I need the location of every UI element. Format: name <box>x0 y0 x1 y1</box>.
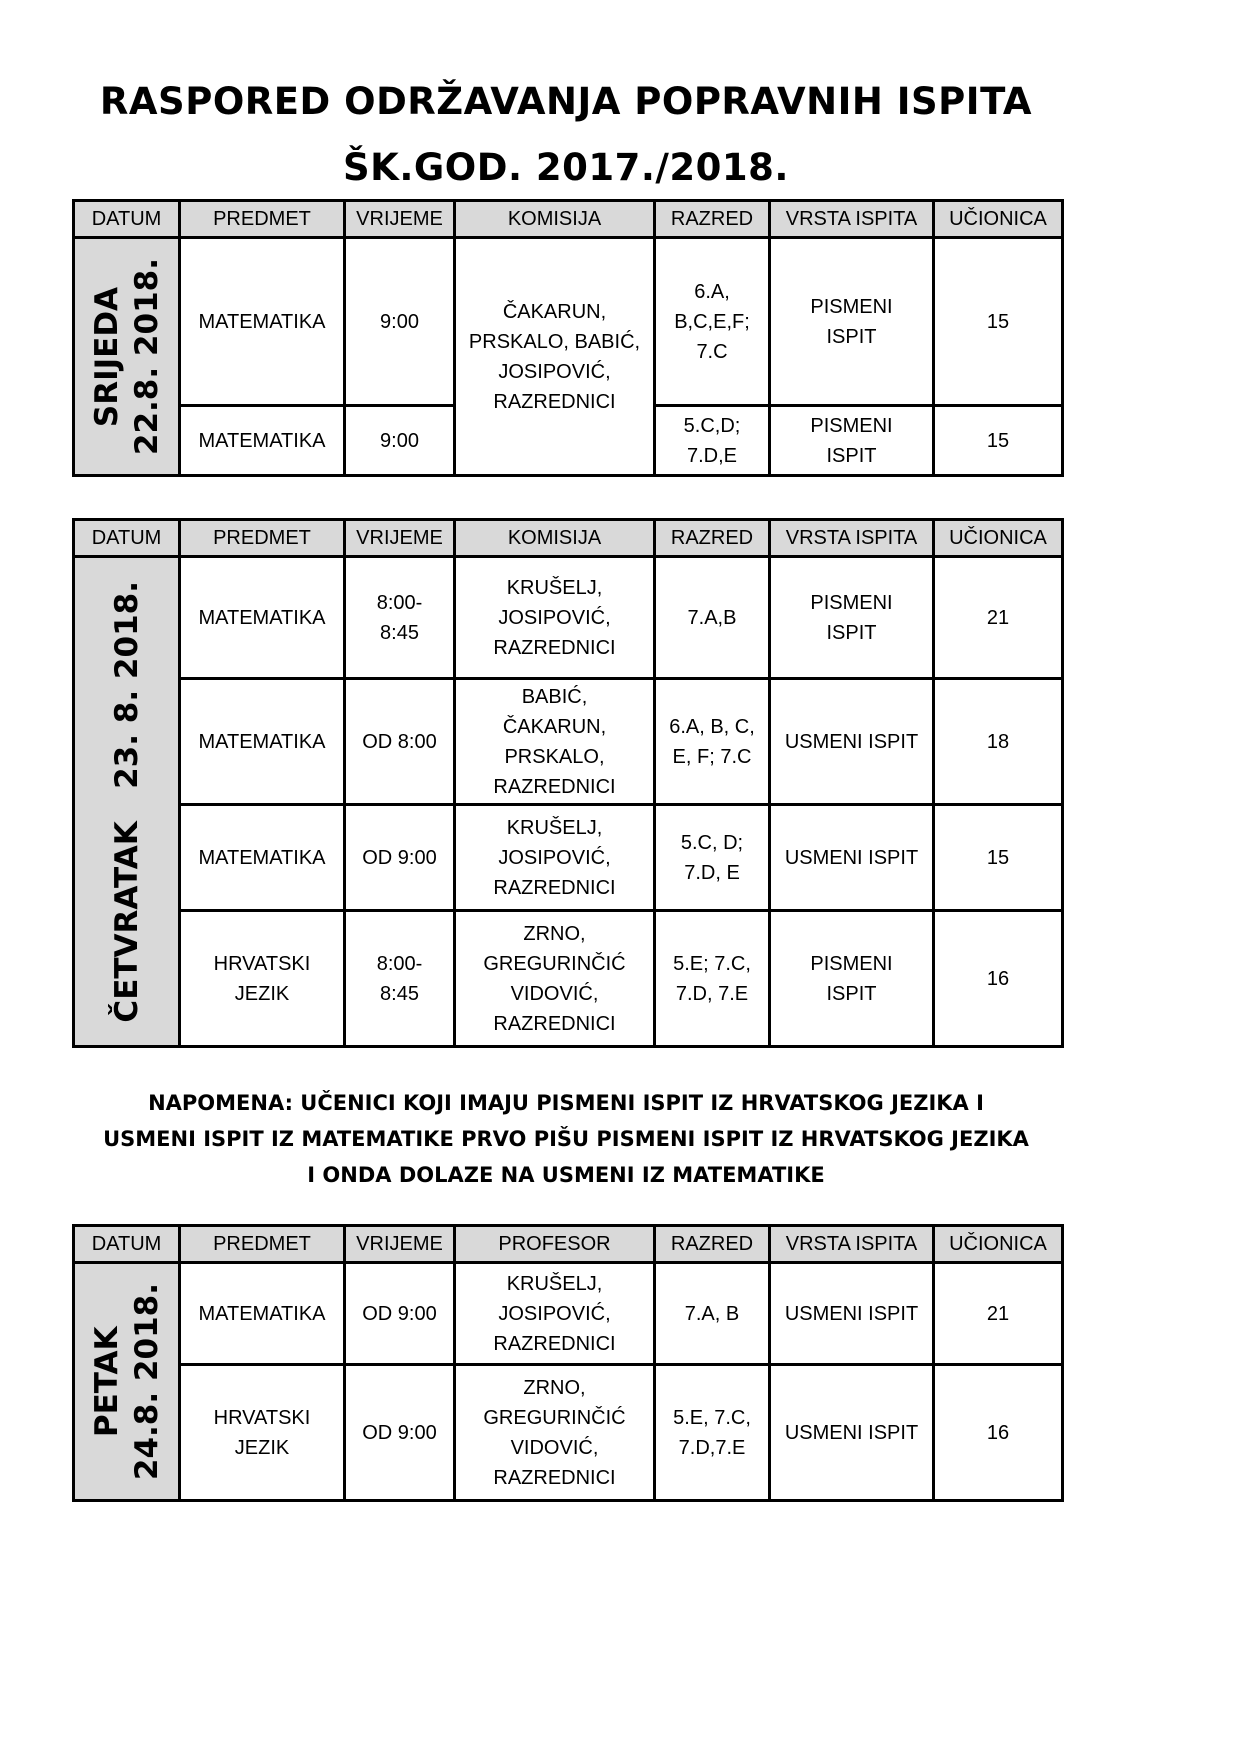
header-ucionica: UČIONICA <box>934 201 1063 238</box>
ucionica-cell: 18 <box>934 679 1063 805</box>
header-ucionica: UČIONICA <box>934 520 1063 557</box>
komisija-cell: ČAKARUN, PRSKALO, BABIĆ, JOSIPOVIĆ, RAZREDNICI <box>455 238 655 476</box>
note-line: I ONDA DOLAZE NA USMENI IZ MATEMATIKE <box>307 1163 825 1187</box>
table-row <box>74 911 1063 1047</box>
razred-cell: 5.E, 7.C, 7.D,7.E <box>655 1365 770 1501</box>
predmet-cell: MATEMATIKA <box>180 557 345 679</box>
vrijeme-cell: 9:00 <box>345 238 455 406</box>
ucionica-cell: 16 <box>934 1365 1063 1501</box>
header-predmet: PREDMET <box>180 201 345 238</box>
vrijeme-cell: OD 9:00 <box>345 1365 455 1501</box>
date-label <box>87 258 167 455</box>
header-vrijeme: VRIJEME <box>345 1226 455 1263</box>
predmet-cell: MATEMATIKA <box>180 679 345 805</box>
header-vrsta-ispita: VRSTA ISPITA <box>770 201 934 238</box>
ucionica-cell: 21 <box>934 557 1063 679</box>
table-row <box>74 679 1063 805</box>
table-header-row <box>74 520 1063 557</box>
date-label <box>87 1283 167 1480</box>
day-date: 22.8. 2018. <box>128 257 165 456</box>
razred-cell: 7.A, B <box>655 1263 770 1365</box>
komisija-cell: KRUŠELJ, JOSIPOVIĆ, RAZREDNICI <box>455 557 655 679</box>
ucionica-cell: 16 <box>934 911 1063 1047</box>
header-razred: RAZRED <box>655 520 770 557</box>
predmet-cell: HRVATSKI JEZIK <box>180 1365 345 1501</box>
schedule-table-wednesday <box>72 199 1064 477</box>
header-razred: RAZRED <box>655 1226 770 1263</box>
header-ucionica: UČIONICA <box>934 1226 1063 1263</box>
vrijeme-cell: 8:00- 8:45 <box>345 911 455 1047</box>
table-header-row <box>74 1226 1063 1263</box>
ucionica-cell: 15 <box>934 406 1063 476</box>
date-label: ČETVRATAK 23. 8. 2018. <box>108 580 145 1023</box>
vrsta-ispita-cell: USMENI ISPIT <box>770 1263 934 1365</box>
table-row <box>74 238 1063 406</box>
ucionica-cell: 15 <box>934 238 1063 406</box>
schedule-table-thursday <box>72 518 1064 1048</box>
vrsta-ispita-cell: PISMENI ISPIT <box>770 911 934 1047</box>
vrijeme-cell: 9:00 <box>345 406 455 476</box>
header-razred: RAZRED <box>655 201 770 238</box>
header-datum: DATUM <box>74 520 180 557</box>
header-vrijeme: VRIJEME <box>345 201 455 238</box>
date-cell <box>74 1263 180 1501</box>
predmet-cell: MATEMATIKA <box>180 238 345 406</box>
predmet-cell: MATEMATIKA <box>180 805 345 911</box>
vrijeme-cell: OD 8:00 <box>345 679 455 805</box>
header-komisija: KOMISIJA <box>455 520 655 557</box>
header-vrsta-ispita: VRSTA ISPITA <box>770 520 934 557</box>
komisija-cell: ZRNO, GREGURINČIĆ VIDOVIĆ, RAZREDNICI <box>455 911 655 1047</box>
komisija-cell: KRUŠELJ, JOSIPOVIĆ, RAZREDNICI <box>455 805 655 911</box>
profesor-cell: ZRNO, GREGURINČIĆ VIDOVIĆ, RAZREDNICI <box>455 1365 655 1501</box>
schedule-table-friday <box>72 1224 1064 1502</box>
note-text <box>60 1085 1072 1193</box>
predmet-cell: MATEMATIKA <box>180 1263 345 1365</box>
day-date: 24.8. 2018. <box>128 1282 165 1481</box>
header-profesor: PROFESOR <box>455 1226 655 1263</box>
vrsta-ispita-cell: USMENI ISPIT <box>770 805 934 911</box>
vrsta-ispita-cell: USMENI ISPIT <box>770 679 934 805</box>
header-datum: DATUM <box>74 1226 180 1263</box>
header-vrsta-ispita: VRSTA ISPITA <box>770 1226 934 1263</box>
date-cell <box>74 557 180 1047</box>
ucionica-cell: 15 <box>934 805 1063 911</box>
vrsta-ispita-cell: PISMENI ISPIT <box>770 406 934 476</box>
header-komisija: KOMISIJA <box>455 201 655 238</box>
predmet-cell: MATEMATIKA <box>180 406 345 476</box>
day-name: PETAK <box>88 1326 125 1437</box>
razred-cell: 6.A, B,C,E,F; 7.C <box>655 238 770 406</box>
razred-cell: 5.E; 7.C, 7.D, 7.E <box>655 911 770 1047</box>
table-row <box>74 557 1063 679</box>
table-row <box>74 805 1063 911</box>
date-cell <box>74 238 180 476</box>
predmet-cell: HRVATSKI JEZIK <box>180 911 345 1047</box>
vrijeme-cell: OD 9:00 <box>345 1263 455 1365</box>
razred-cell: 5.C, D; 7.D, E <box>655 805 770 911</box>
vrsta-ispita-cell: PISMENI ISPIT <box>770 557 934 679</box>
note-line: USMENI ISPIT IZ MATEMATIKE PRVO PIŠU PISMENI ISPIT IZ HRVATSKOG JEZIKA <box>103 1127 1029 1151</box>
razred-cell: 6.A, B, C, E, F; 7.C <box>655 679 770 805</box>
header-datum: DATUM <box>74 201 180 238</box>
profesor-cell: KRUŠELJ, JOSIPOVIĆ, RAZREDNICI <box>455 1263 655 1365</box>
table-row <box>74 1365 1063 1501</box>
razred-cell: 5.C,D; 7.D,E <box>655 406 770 476</box>
day-name: SRIJEDA <box>88 286 125 427</box>
page-title: RASPORED ODRŽAVANJA POPRAVNIH ISPITA <box>99 80 1033 123</box>
header-predmet: PREDMET <box>180 520 345 557</box>
razred-cell: 7.A,B <box>655 557 770 679</box>
komisija-cell: BABIĆ, ČAKARUN, PRSKALO, RAZREDNICI <box>455 679 655 805</box>
ucionica-cell: 21 <box>934 1263 1063 1365</box>
vrsta-ispita-cell: USMENI ISPIT <box>770 1365 934 1501</box>
vrsta-ispita-cell: PISMENI ISPIT <box>770 238 934 406</box>
vrijeme-cell: 8:00- 8:45 <box>345 557 455 679</box>
table-row <box>74 1263 1063 1365</box>
header-predmet: PREDMET <box>180 1226 345 1263</box>
table-header-row <box>74 201 1063 238</box>
header-vrijeme: VRIJEME <box>345 520 455 557</box>
note-line: NAPOMENA: UČENICI KOJI IMAJU PISMENI ISPIT IZ HRVATSKOG JEZIKA I <box>148 1091 984 1115</box>
vrijeme-cell: OD 9:00 <box>345 805 455 911</box>
school-year-title: ŠK.GOD. 2017./2018. <box>343 146 789 189</box>
